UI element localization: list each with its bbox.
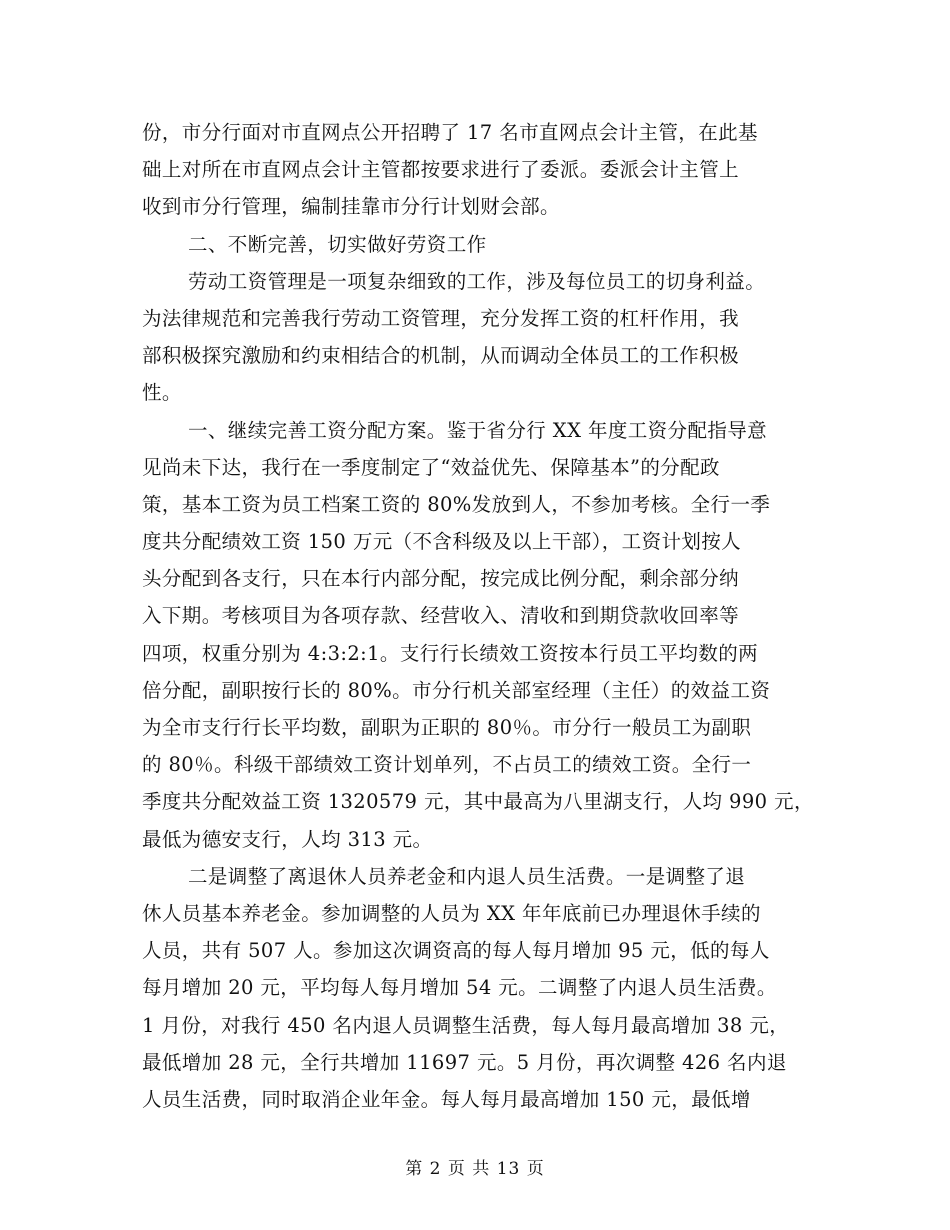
text-line: 入下期。考核项目为各项存款、经营收入、清收和到期贷款收回率等 [142,604,740,628]
text-line: 的 80％。科级干部绩效工资计划单列，不占员工的绩效工资。全行一 [142,753,752,777]
document-body [142,114,822,1118]
text-line: 部积极探究激励和约束相结合的机制，从而调动全体员工的工作积极 [142,344,740,368]
text-line: 份，市分行面对市直网点公开招聘了 17 名市直网点会计主管，在此基 [142,121,758,144]
text-line: 头分配到各支行，只在本行内部分配，按完成比例分配，剩余部分纳 [142,567,740,591]
text-line: 为全市支行行长平均数，副职为正职的 80％。市分行一般员工为副职 [142,716,752,739]
text-line: 1 月份，对我行 450 名内退人员调整生活费，每人每月最高增加 38 元， [142,1013,790,1037]
text-line: 季度共分配效益工资 1320579 元，其中最高为八里湖支行，人均 990 元， [142,790,814,814]
text-line: 休人员基本养老金。参加调整的人员为 XX 年年底前已办理退休手续的 [142,901,761,925]
text-line: 策，基本工资为员工档案工资的 80%发放到人，不参加考核。全行一季 [142,492,771,516]
text-line: 四项，权重分别为 4:3:2:1。支行行长绩效工资按本行员工平均数的两 [142,641,759,665]
text-line: 最低增加 28 元，全行共增加 11697 元。5 月份，再次调整 426 名内退 [142,1050,787,1074]
text-line: 二、不断完善，切实做好劳资工作 [188,232,487,256]
text-line: 人员，共有 507 人。参加这次调资高的每人每月增加 95 元，低的每人 [142,939,770,963]
text-line: 性。 [142,381,182,405]
text-line: 二是调整了离退休人员养老金和内退人员生活费。一是调整了退 [188,864,746,888]
text-line: 劳动工资管理是一项复杂细致的工作，涉及每位员工的切身利益。 [188,269,766,293]
text-line: 为法律规范和完善我行劳动工资管理，充分发挥工资的杠杆作用，我 [142,306,740,330]
text-line: 收到市分行管理，编制挂靠市分行计划财会部。 [142,195,560,219]
text-line: 础上对所在市直网点会计主管都按要求进行了委派。委派会计主管上 [142,158,740,182]
text-line: 倍分配，副职按行长的 80%。市分行机关部室经理（主任）的效益工资 [142,678,771,702]
text-line: 一、继续完善工资分配方案。鉴于省分行 XX 年度工资分配指导意 [188,418,768,442]
text-line: 度共分配绩效工资 150 万元（不含科级及以上干部），工资计划按人 [142,530,742,554]
text-line: 最低为德安支行，人均 313 元。 [142,827,433,851]
page-number-footer: 第 2 页 共 13 页 [405,1159,545,1179]
text-line: 人员生活费，同时取消企业年金。每人每月最高增加 150 元，最低增 [142,1087,751,1111]
text-line: 见尚未下达，我行在一季度制定了“效益优先、保障基本”的分配政 [142,455,720,479]
text-line: 每月增加 20 元，平均每人每月增加 54 元。二调整了内退人员生活费。 [142,976,777,1000]
